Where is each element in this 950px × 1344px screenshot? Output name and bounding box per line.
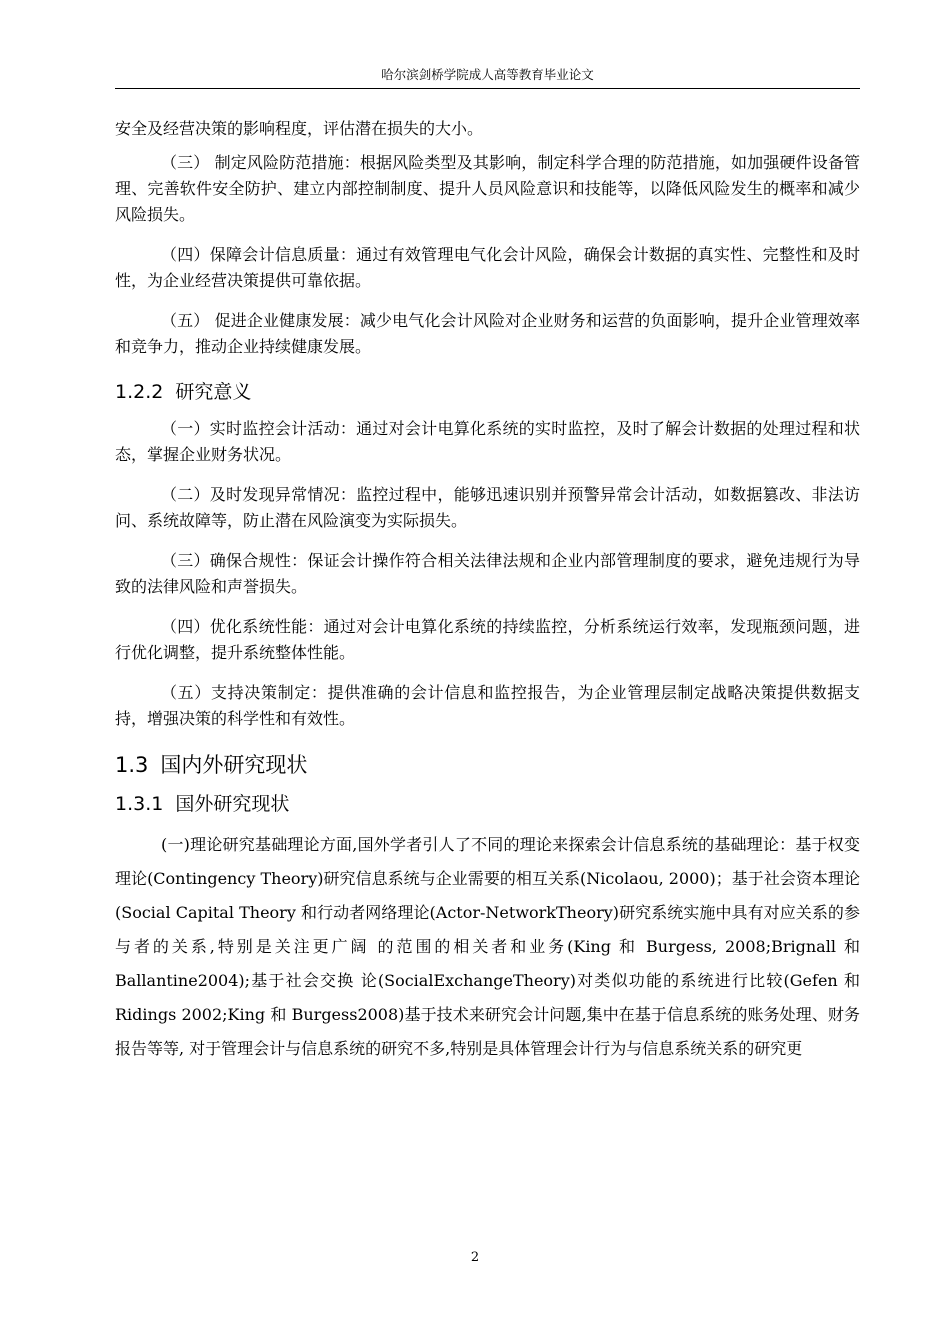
section-heading-1-3-1 [115, 790, 860, 818]
header-rule [115, 88, 860, 89]
paragraph-block [115, 828, 860, 1066]
section-heading-1-2-2 [115, 378, 860, 406]
paragraph: （三） 制定风险防范措施：根据风险类型及其影响，制定科学合理的防范措施，如加强硬件设备管理、完善软件安全防护、建立内部控制制度、提升人员风险意识和技能等，以降低风险发生的概率和减少风险损失。 [115, 153, 860, 224]
section-title: 研究意义 [175, 381, 252, 403]
section-number: 1.3 [115, 753, 149, 777]
section-number: 1.2.2 [115, 381, 164, 403]
paragraph: （四）保障会计信息质量：通过有效管理电气化会计风险，确保会计数据的真实性、完整性和及时性，为企业经营决策提供可靠依据。 [115, 245, 860, 290]
paragraph: （五） 促进企业健康发展：减少电气化会计风险对企业财务和运营的负面影响，提升企业管理效率和竞争力，推动企业持续健康发展。 [115, 311, 860, 356]
paragraph: (一)理论研究基础理论方面,国外学者引人了不同的理论来探索会计信息系统的基础理论：基于权变理论(Contingency Theory)研究信息系统与企业需要的相互关系(Nicolaou, 2000)；基于社会资本理论(Social Capital Theory 和行动者网络理论(Actor-NetworkTheory)研究系统实施中具有对应关系的参与者的关系,特别是关注更广阔 的范围的相关者和业务(King 和 Burgess, 2008;Brignall 和 Ballantine2004);基于社会交换 论(SocialExchangeTheory)对类似功能的系统进行比较(Gefen 和 Ridings 2002;King 和 Burgess2008)基于技术来研究会计问题,集中在基于信息系统的账务处理、财务报告等等, 对于管理会计与信息系统的研究不多,特别是具体管理会计行为与信息系统关系的研究更 [115, 835, 860, 1058]
paragraph: （一）实时监控会计活动：通过对会计电算化系统的实时监控，及时了解会计数据的处理过程和状态，掌握企业财务状况。 [115, 419, 860, 464]
section-heading-1-3 [115, 750, 860, 780]
page-number: 2 [470, 1250, 480, 1265]
paragraph: （四）优化系统性能：通过对会计电算化系统的持续监控，分析系统运行效率，发现瓶颈问题，进行优化调整，提升系统整体性能。 [115, 617, 860, 662]
paragraph: （二）及时发现异常情况：监控过程中，能够迅速识别并预警异常会计活动，如数据篡改、非法访问、系统故障等，防止潜在风险演变为实际损失。 [115, 485, 860, 530]
paragraph: （三）确保合规性：保证会计操作符合相关法律法规和企业内部管理制度的要求，避免违规行为导致的法律风险和声誉损失。 [115, 551, 860, 596]
running-header: 哈尔滨剑桥学院成人高等教育毕业论文 [381, 67, 594, 82]
section-number: 1.3.1 [115, 793, 164, 815]
section-title: 国内外研究现状 [160, 753, 308, 777]
paragraph: 安全及经营决策的影响程度，评估潜在损失的大小。 [115, 119, 484, 138]
document-body [115, 116, 860, 1066]
section-title: 国外研究现状 [175, 793, 290, 815]
paragraph: （五）支持决策制定：提供准确的会计信息和监控报告，为企业管理层制定战略决策提供数据支持，增强决策的科学性和有效性。 [115, 683, 860, 728]
